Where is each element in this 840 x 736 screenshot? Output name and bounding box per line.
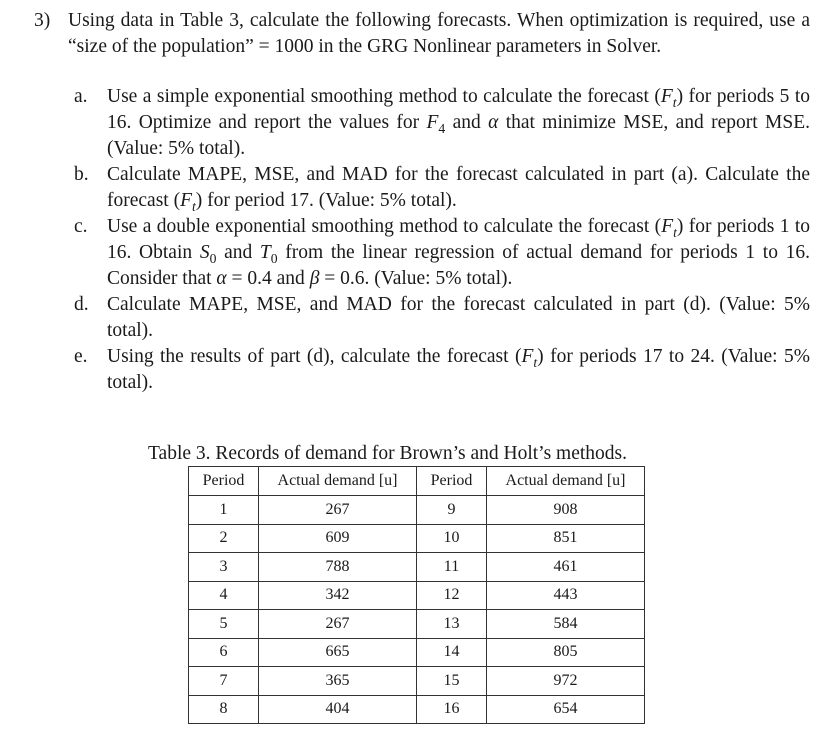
table-caption: Table 3. Records of demand for Brown’s and Holt’s methods. xyxy=(148,443,628,464)
question-part xyxy=(74,84,810,162)
table-cell: 10 xyxy=(417,524,487,553)
part-text-segment: ) for periods 5 to 16. Optimize and report the values for xyxy=(107,86,810,133)
table-body xyxy=(189,496,645,724)
part-text-segment: 0 xyxy=(209,250,217,266)
part-text xyxy=(107,344,810,396)
part-text-segment: S xyxy=(199,242,210,263)
part-text xyxy=(107,292,810,344)
part-text-segment: that minimize MSE, and report MSE. (Value: 5% total). xyxy=(107,112,811,159)
table-cell: 805 xyxy=(487,638,645,667)
part-text-segment: ) for periods 1 to 16. Obtain xyxy=(107,216,811,263)
part-text-segment: 0 xyxy=(270,250,278,266)
table-cell: 7 xyxy=(189,667,259,696)
table-cell: 2 xyxy=(189,524,259,553)
part-text xyxy=(107,84,810,162)
table-row xyxy=(189,695,645,724)
part-text-segment: = 0.6. (Value: 5% total). xyxy=(319,268,513,289)
table-cell: 404 xyxy=(259,695,417,724)
part-text-segment: t xyxy=(192,198,196,214)
part-text-segment: t xyxy=(533,354,538,370)
table-row xyxy=(189,581,645,610)
part-text-segment: F xyxy=(180,190,192,211)
table-cell: 609 xyxy=(259,524,417,553)
header-actual-demand-2: Actual demand [u] xyxy=(487,467,645,496)
table-cell: 972 xyxy=(487,667,645,696)
table-cell: 12 xyxy=(417,581,487,610)
part-text-segment: β xyxy=(309,268,320,289)
table-header-row xyxy=(189,467,645,496)
table-cell: 665 xyxy=(259,638,417,667)
part-text-segment: Using the results of part (d), calculate the forecast ( xyxy=(107,346,522,367)
table-row xyxy=(189,638,645,667)
table-cell: 654 xyxy=(487,695,645,724)
table-cell: 584 xyxy=(487,610,645,639)
question-part xyxy=(74,344,810,396)
part-text-segment: Use a double exponential smoothing method to calculate the forecast ( xyxy=(107,216,662,237)
table-row xyxy=(189,610,645,639)
question-part xyxy=(74,214,810,292)
part-letter: e. xyxy=(74,346,88,367)
question-parts xyxy=(74,84,810,396)
part-text-segment: Use a simple exponential smoothing method to calculate the forecast ( xyxy=(107,86,661,107)
table-cell: 3 xyxy=(189,553,259,582)
question-part xyxy=(74,292,810,344)
table-cell: 365 xyxy=(259,667,417,696)
table-cell: 908 xyxy=(487,496,645,525)
part-text-segment: = 0.4 and xyxy=(226,268,310,289)
demand-table xyxy=(188,466,645,724)
question-text: Using data in Table 3, calculate the following forecasts. When optimization is required, use a “size of the population” = 1000 in the GRG Nonlinear parameters in Solver. xyxy=(68,10,810,57)
table-cell: 11 xyxy=(417,553,487,582)
part-text-segment: and xyxy=(445,112,489,133)
part-text xyxy=(107,162,810,214)
part-text xyxy=(107,214,810,292)
part-text-segment: F xyxy=(521,346,534,367)
table-row xyxy=(189,524,645,553)
part-letter: a. xyxy=(74,86,88,107)
question-header xyxy=(34,8,810,60)
part-text-segment: and xyxy=(216,242,260,263)
part-text-segment: F xyxy=(660,86,673,107)
table-row xyxy=(189,496,645,525)
table-cell: 15 xyxy=(417,667,487,696)
table-cell: 851 xyxy=(487,524,645,553)
question-part xyxy=(74,162,810,214)
table-cell: 4 xyxy=(189,581,259,610)
table-cell: 267 xyxy=(259,610,417,639)
part-text-segment: α xyxy=(488,112,499,133)
part-text-segment: F xyxy=(661,216,674,237)
table-cell: 788 xyxy=(259,553,417,582)
table-cell: 342 xyxy=(259,581,417,610)
question-number: 3) xyxy=(34,10,51,31)
table-cell: 14 xyxy=(417,638,487,667)
part-text-segment: t xyxy=(673,224,677,240)
table-cell: 461 xyxy=(487,553,645,582)
part-text-segment: T xyxy=(259,242,271,263)
table-cell: 9 xyxy=(417,496,487,525)
header-period-2: Period xyxy=(417,467,487,496)
part-letter: b. xyxy=(74,164,89,185)
part-letter: c. xyxy=(74,216,88,237)
table-cell: 13 xyxy=(417,610,487,639)
part-text-segment: ) for periods 17 to 24. (Value: 5% total). xyxy=(107,346,810,393)
table-cell: 6 xyxy=(189,638,259,667)
part-text-segment: from the linear regression of actual demand for periods 1 to 16. Consider that xyxy=(107,242,811,289)
table-row xyxy=(189,553,645,582)
part-text-segment: Calculate MAPE, MSE, and MAD for the forecast calculated in part (a). Calculate the forecast ( xyxy=(107,164,810,211)
part-text-segment: 4 xyxy=(438,120,446,136)
header-actual-demand-1: Actual demand [u] xyxy=(259,467,417,496)
part-text-segment: Calculate MAPE, MSE, and MAD for the forecast calculated in part (d). (Value: 5% total). xyxy=(107,294,810,341)
table-cell: 8 xyxy=(189,695,259,724)
table-cell: 267 xyxy=(259,496,417,525)
part-text-segment: ) for period 17. (Value: 5% total). xyxy=(195,190,457,211)
table-cell: 1 xyxy=(189,496,259,525)
table-cell: 5 xyxy=(189,610,259,639)
part-text-segment: α xyxy=(216,268,227,289)
table-cell: 443 xyxy=(487,581,645,610)
part-letter: d. xyxy=(74,294,89,315)
table-row xyxy=(189,667,645,696)
part-text-segment: t xyxy=(672,94,677,110)
part-text-segment: F xyxy=(426,112,439,133)
question-block xyxy=(34,8,810,396)
table-cell: 16 xyxy=(417,695,487,724)
header-period-1: Period xyxy=(189,467,259,496)
